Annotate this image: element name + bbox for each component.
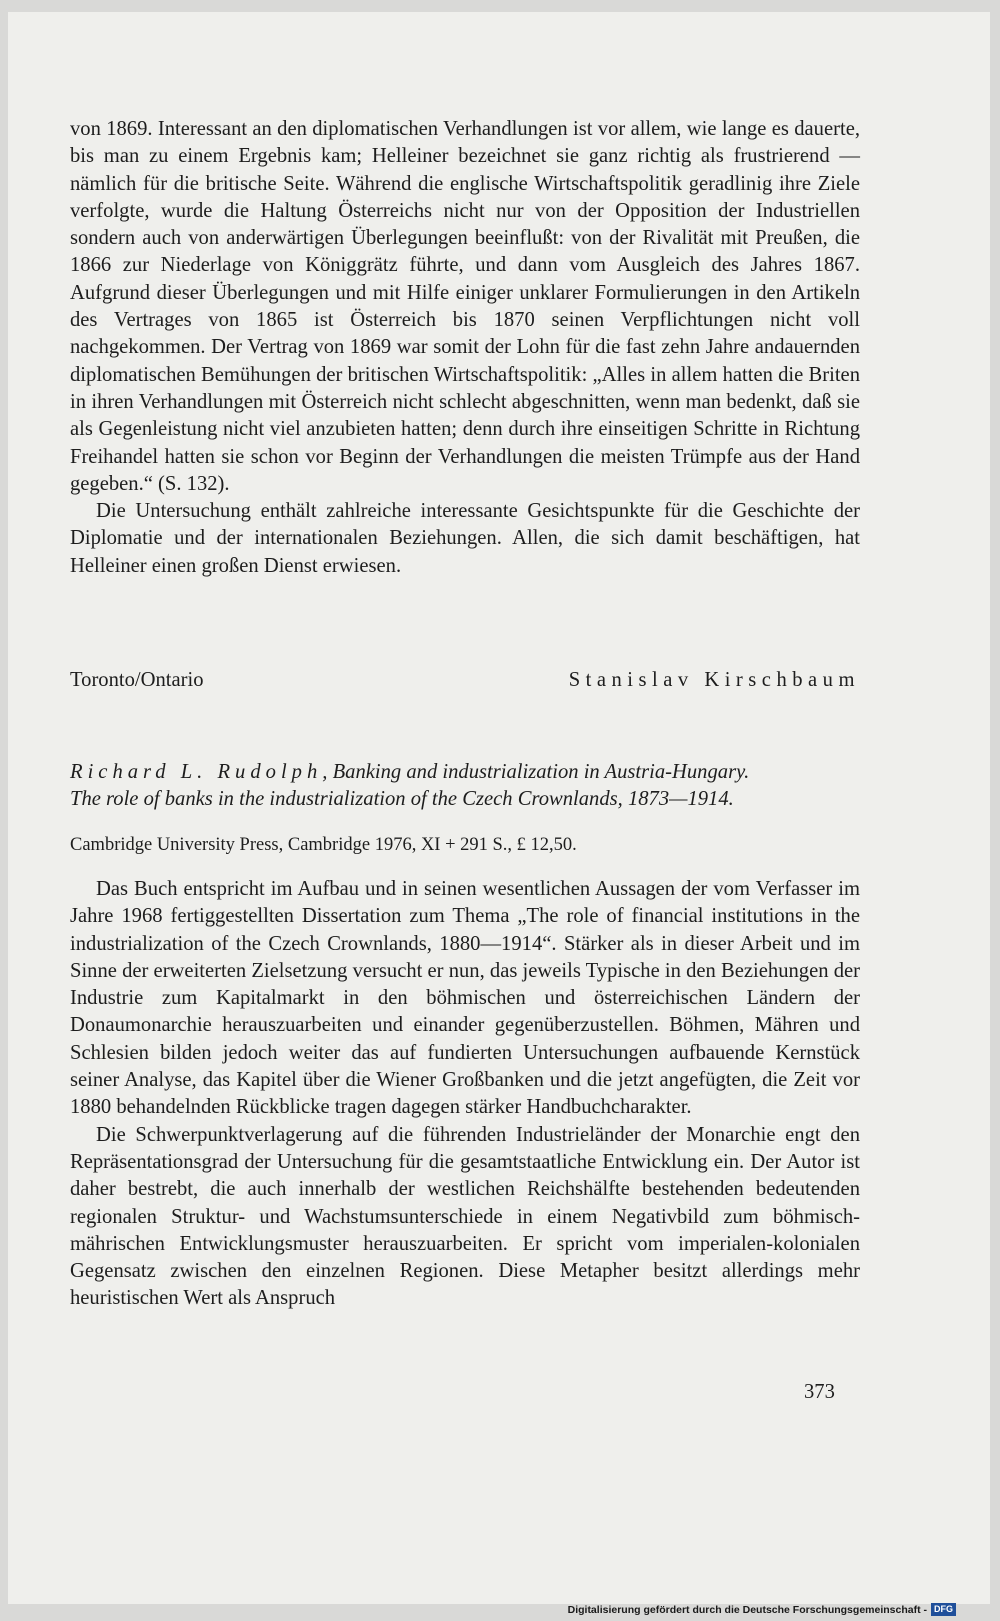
text-block-continuation xyxy=(70,116,860,580)
paragraph: Die Untersuchung enthält zahlreiche interessante Gesichtspunkte für die Geschichte der Diplomatie und der internationalen Beziehungen. Allen, die sich damit beschäftigen, hat Helleiner einen großen Dienst erwiesen. xyxy=(70,500,860,577)
review-reference xyxy=(70,759,860,814)
digitization-footer xyxy=(568,1603,956,1616)
reference-line-1 xyxy=(70,759,860,786)
signature-place: Toronto/Ontario xyxy=(70,669,204,691)
footer-text: Digitalisierung gefördert durch die Deutsche Forschungsgemeinschaft - xyxy=(567,1603,927,1616)
publication-info: Cambridge University Press, Cambridge 1976, XI + 291 S., £ 12,50. xyxy=(70,835,577,855)
dfg-logo-icon: DFG xyxy=(931,1603,956,1616)
signature-author: Stanislav Kirschbaum xyxy=(568,669,860,691)
book-title-part-1: , Banking and industrialization in Austria-Hungary. xyxy=(322,761,750,783)
text-block-review xyxy=(70,876,860,1313)
paragraph: Die Schwerpunktverlagerung auf die führenden Industrieländer der Monarchie engt den Repräsentationsgrad der Untersuchung für die gesamtstaatliche Entwicklung ein. Der Autor ist daher bestrebt, die auch innerhalb der westlichen Reichshälfte bestehenden bedeutenden regionalen Struktur- und Wachstumsunterschiede in einem Negativbild zum böhmisch-mährischen Entwicklungsmuster herauszuarbeiten. Er spricht vom imperialen-kolonialen Gegensatz zwischen den einzelnen Regionen. Diese Metapher besitzt allerdings mehr heuristischen Wert als Anspruch xyxy=(70,1123,860,1310)
paragraph: von 1869. Interessant an den diplomatischen Verhandlungen ist vor allem, wie lange es dauerte, bis man zu einem Ergebnis kam; Helleiner bezeichnet sie ganz richtig als frustrierend — nämlich für die britische Seite. Während die englische Wirtschaftspolitik geradlinig ihre Ziele verfolgte, wurde die Haltung Österreichs nicht nur von der Opposition der Industriellen sondern auch von anderwärtigen Überlegungen beeinflußt: von der Rivalität mit Preußen, die 1866 zur Niederlage von Königgrätz führte, und dann vom Ausgleich des Jahres 1867. Aufgrund dieser Überlegungen und mit Hilfe einiger unklarer Formulierungen in den Artikeln des Vertrages von 1865 ist Österreich bis 1870 seinen Verpflichtungen nicht voll nachgekommen. Der Vertrag von 1869 war somit der Lohn für die fast zehn Jahre andauernden diplomatischen Bemühungen der britischen Wirtschaftspolitik: „Alles in allem hatten die Briten in ihren Verhandlungen mit Österreich nicht schlecht abgeschnitten, wenn man bedenkt, daß sie als Gegenleistung nicht viel anzubieten hatten; denn durch ihre einseitigen Schritte in Richtung Freihandel hatten sie schon vor Beginn der Verhandlungen die meisten Trümpfe aus der Hand gegeben.“ (S. 132). xyxy=(70,118,860,495)
paragraph: Das Buch entspricht im Aufbau und in seinen wesentlichen Aussagen der vom Verfasser im Jahre 1968 fertiggestellten Dissertation zum Thema „The role of financial institutions in the industrialization of the Czech Crownlands, 1880—1914“. Stärker als in dieser Arbeit und im Sinne der erweiterten Zielsetzung versucht er nun, das jeweils Typische in den Beziehungen der Industrie zum Kapitalmarkt in den böhmischen und österreichischen Ländern der Donaumonarchie herauszuarbeiten und einander gegenüberzustellen. Böhmen, Mähren und Schlesien bilden jedoch weiter das auf fundierten Untersuchungen aufbauende Kernstück seiner Analyse, das Kapitel über die Wiener Großbanken und die jetzt angefügten, die Zeit vor 1880 behandelnden Rückblicke tragen dagegen stärker Handbuchcharakter. xyxy=(70,878,860,1119)
page-number: 373 xyxy=(804,1381,835,1403)
reviewed-author: Richard L. Rudolph xyxy=(70,761,323,783)
book-title-part-2: The role of banks in the industrialization of the Czech Crownlands, 1873—1914. xyxy=(70,788,734,811)
